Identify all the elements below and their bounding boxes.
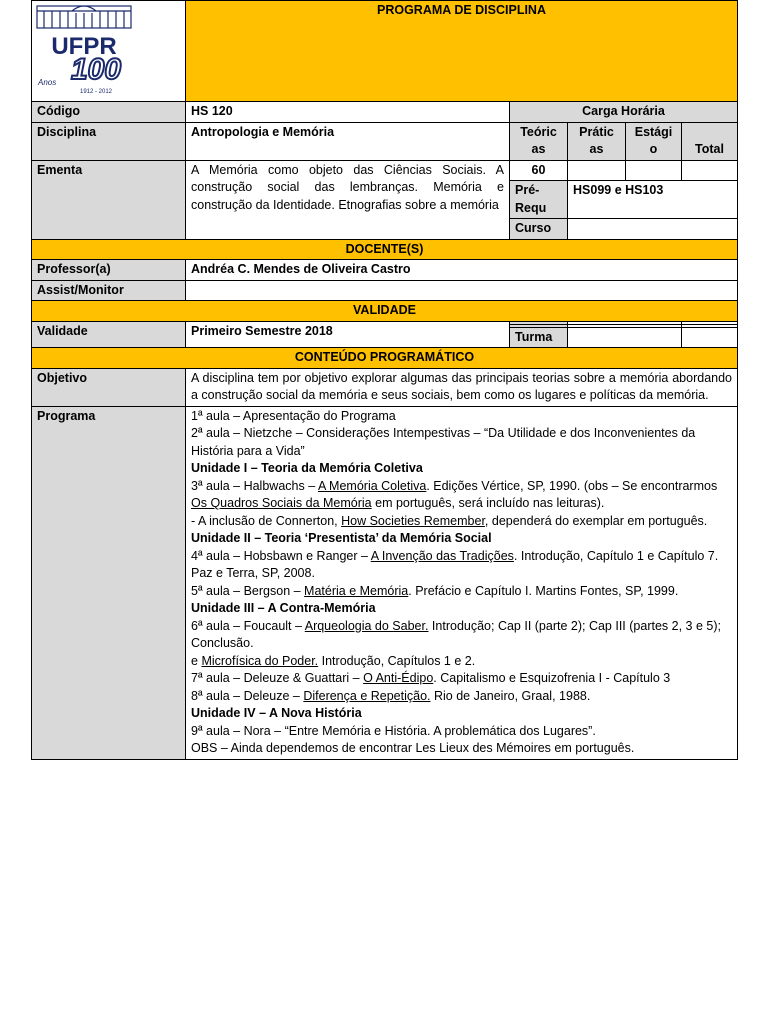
program-line: - A inclusão de Connerton, How Societies Remember, dependerá do exemplar em português. bbox=[191, 513, 708, 528]
disciplina-value: Antropologia e Memória bbox=[186, 122, 510, 160]
program-line: 1ª aula – Apresentação do Programa bbox=[191, 408, 396, 423]
ufpr-logo bbox=[34, 3, 134, 97]
program-table bbox=[31, 0, 738, 760]
ementa-text: A Memória como objeto das Ciências Sociais. A construção social das lembranças. Memória e construção da Identidade. Etnografias sobre a memória bbox=[186, 160, 510, 239]
unit-heading: Unidade I – Teoria da Memória Coletiva bbox=[191, 461, 423, 475]
unit-heading: Unidade III – A Contra-Memória bbox=[191, 601, 376, 615]
carga-horaria-label: Carga Horária bbox=[510, 102, 738, 123]
curso-value bbox=[568, 219, 738, 240]
disciplina-label: Disciplina bbox=[32, 122, 186, 160]
estagio-value bbox=[626, 160, 682, 181]
program-line: 7ª aula – Deleuze & Guattari – O Anti-Édipo. Capitalismo e Esquizofrenia I - Capítulo 3 bbox=[191, 671, 671, 685]
unit-heading: Unidade II – Teoria ‘Presentista’ da Memória Social bbox=[191, 531, 492, 545]
program-line: 2ª aula – Nietzche – Considerações Intempestivas – “Da Utilidade e dos Inconvenientes da História para a Vida” bbox=[191, 426, 696, 458]
program-line: OBS – Ainda dependemos de encontrar Les Lieux des Mémoires em português. bbox=[191, 741, 635, 755]
praticas-header: Prátic as bbox=[568, 122, 626, 160]
prereq-value: HS099 e HS103 bbox=[568, 181, 738, 219]
logo-ufpr-text: UFPR bbox=[51, 33, 117, 60]
validade-section-header: VALIDADE bbox=[32, 301, 738, 322]
program-line: e Microfísica do Poder. Introdução, Capítulos 1 e 2. bbox=[191, 653, 476, 668]
codigo-value: HS 120 bbox=[186, 102, 510, 123]
document bbox=[31, 0, 737, 760]
teoricas-header: Teóric as bbox=[510, 122, 568, 160]
teoricas-value: 60 bbox=[510, 160, 568, 181]
programa-label: Programa bbox=[32, 406, 186, 759]
program-line: 3ª aula – Halbwachs – A Memória Coletiva. Edições Vértice, SP, 1990. (obs – Se encontrarmos Os Quadros Sociais da Memória em português, será incluído nas leituras). bbox=[191, 478, 718, 510]
logo-anos-text: Anos bbox=[38, 78, 57, 87]
logo-cell bbox=[32, 1, 186, 102]
program-line: 8ª aula – Deleuze – Diferença e Repetição. Rio de Janeiro, Graal, 1988. bbox=[191, 688, 591, 703]
turma-extra bbox=[682, 327, 738, 348]
program-line: 6ª aula – Foucault – Arqueologia do Saber. Introdução; Cap II (parte 2); Cap III (partes 2, 3 e 5); Conclusão. bbox=[191, 618, 721, 650]
validade-value: Primeiro Semestre 2018 bbox=[186, 321, 510, 348]
programa-content bbox=[186, 406, 738, 759]
page-title: PROGRAMA DE DISCIPLINA bbox=[186, 1, 738, 102]
program-line: 9ª aula – Nora – “Entre Memória e História. A problemática dos Lugares”. bbox=[191, 723, 596, 738]
docentes-section-header: DOCENTE(S) bbox=[32, 239, 738, 260]
unit-heading: Unidade IV – A Nova História bbox=[191, 706, 362, 720]
turma-label: Turma bbox=[510, 327, 568, 348]
logo-100-text: 100 bbox=[70, 53, 122, 86]
assist-monitor-label: Assist/Monitor bbox=[32, 280, 186, 301]
professor-value: Andréa C. Mendes de Oliveira Castro bbox=[186, 260, 738, 281]
codigo-label: Código bbox=[32, 102, 186, 123]
program-line: 5ª aula – Bergson – Matéria e Memória. Prefácio e Capítulo I. Martins Fontes, SP, 1999. bbox=[191, 583, 679, 598]
curso-label: Curso bbox=[510, 219, 568, 240]
estagio-header: Estági o bbox=[626, 122, 682, 160]
conteudo-section-header: CONTEÚDO PROGRAMÁTICO bbox=[32, 348, 738, 369]
turma-value bbox=[568, 327, 682, 348]
objetivo-label: Objetivo bbox=[32, 368, 186, 406]
program-line: 4ª aula – Hobsbawn e Ranger – A Invenção das Tradições. Introdução, Capítulo 1 e Capítulo 7. Paz e Terra, SP, 2008. bbox=[191, 548, 719, 580]
total-value bbox=[682, 160, 738, 181]
total-header: Total bbox=[682, 122, 738, 160]
professor-label: Professor(a) bbox=[32, 260, 186, 281]
logo-years-text: 1912 - 2012 bbox=[79, 89, 113, 95]
prereq-label: Pré- Requ bbox=[510, 181, 568, 219]
validade-label: Validade bbox=[32, 321, 186, 348]
objetivo-text: A disciplina tem por objetivo explorar algumas das principais teorias sobre a memória abordando a construção social da memória e seus sociais, bem como os lugares e políticas da memória. bbox=[186, 368, 738, 406]
praticas-value bbox=[568, 160, 626, 181]
assist-monitor-value bbox=[186, 280, 738, 301]
ementa-label: Ementa bbox=[32, 160, 186, 239]
